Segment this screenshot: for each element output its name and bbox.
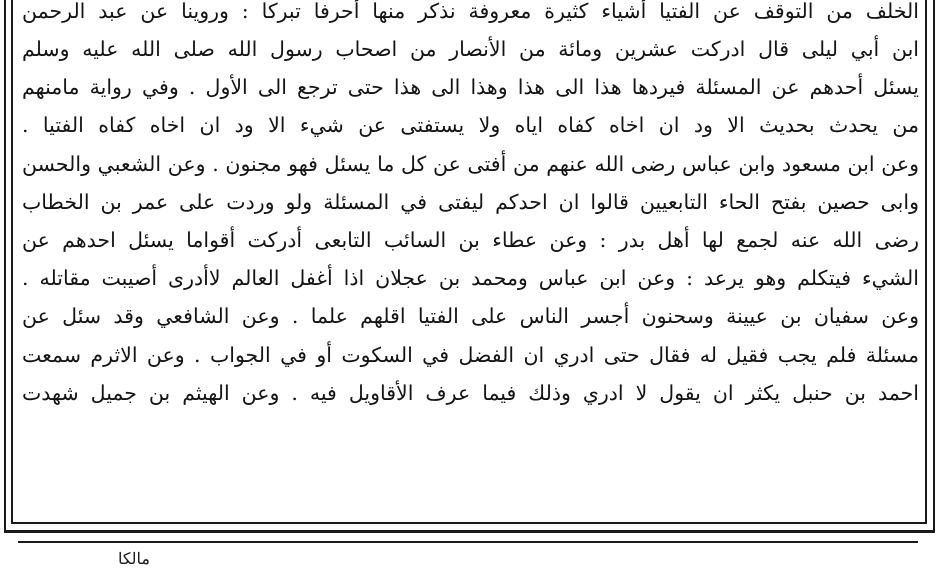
text-line-1: الخلف من التوقف عن الفتيا أشياء كثيرة معروفة نذكر منها أحرفا تبركا : وروينا عن عبد الرحمن [22, 0, 919, 23]
text-line-6: وابى حصين بفتح الحاء التابعيين قالوا ان احدكم ليفتى في المسئلة ولو وردت على عمر بن الخطاب [22, 189, 919, 214]
text-line-7: رضى الله عنه لجمع لها أهل بدر : وعن عطاء بن السائب التابعى أدركت أقواما يسئل احدهم عن [22, 227, 919, 252]
footnote-catchword: مالكا [117, 549, 150, 568]
text-line-2: ابن أبي ليلى قال ادركت عشرين ومائة من الأنصار من اصحاب رسول الله صلى الله عليه وسلم [22, 37, 919, 61]
text-line-11: احمد بن حنبل يكثر ان يقول لا ادري وذلك فيما عرف الأقاويل فيه . وعن الهيثم بن جميل شهدت [22, 380, 919, 405]
text-line-9: وعن سفيان بن عيينة وسحنون أجسر الناس على الفتيا اقلهم علما . وعن الشافعي وقد سئل عن [22, 304, 919, 329]
text-line-8: الشيء فيتكلم وهو يرعد : وعن ابن عباس ومحمد بن عجلان اذا أغفل العالم لاأدرى أصيبت مقاتله . [22, 266, 919, 291]
text-line-5: وعن ابن مسعود وابن عباس رضى الله عنهم من أفتى عن كل ما يسئل فهو مجنون . وعن الشعبي والحسن [22, 151, 919, 176]
footer-divider [18, 541, 918, 543]
text-line-10: مسئلة فلم يجب فقيل له فقال حتى ادري ان الفضل في السكوت أو في الجواب . وعن الاثرم سمعت [22, 342, 919, 367]
main-text-block [22, 0, 919, 520]
text-line-3: يسئل أحدهم عن المسئلة فيردها هذا الى هذا وهذا الى هذا حتى ترجع الى الأول . وفي رواية مامنهم [22, 75, 919, 100]
text-line-4: من يحدث بحديث الا ود ان اخاه كفاه اياه ولا يستفتى عن شيء الا ود ان اخاه كفاه الفتيا . [22, 113, 919, 138]
